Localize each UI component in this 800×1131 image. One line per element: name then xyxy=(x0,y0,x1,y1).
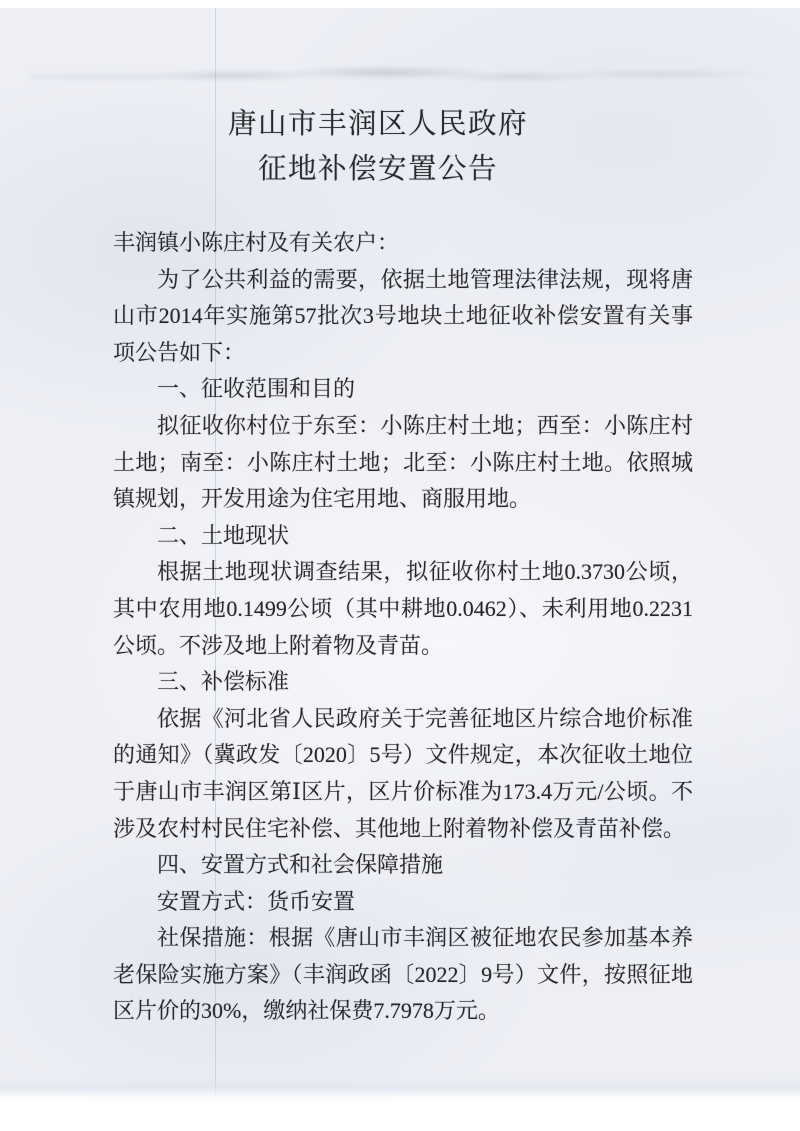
paragraph: 拟征收你村位于东至：小陈庄村土地；西至：小陈庄村土地；南至：小陈庄村土地；北至：小陈庄村土地。依照城镇规划，开发用途为住宅用地、商服用地。 xyxy=(113,412,693,512)
scan-smudge-artifact xyxy=(30,60,770,88)
paragraph: 四、安置方式和社会保障措施 xyxy=(157,852,444,878)
paragraph: 依据《河北省人民政府关于完善征地区片综合地价标准的通知》（冀政发〔2020〕5号）文件规定，本次征收土地位于唐山市丰润区第Ⅰ区片，区片价标准为173.4万元/公顷。不涉及农村村民住宅补偿、其他地上附着物补偿及青苗补偿。 xyxy=(113,705,693,841)
paragraph: 丰润镇小陈庄村及有关农户： xyxy=(113,230,400,255)
paragraph: 一、征收范围和目的 xyxy=(157,376,356,402)
document-page xyxy=(0,8,800,1104)
paragraph: 二、土地现状 xyxy=(157,522,290,548)
paragraph: 社保措施：根据《唐山市丰润区被征地农民参加基本养老保险实施方案》（丰润政函〔2022〕9号）文件，按照征地区片价的30%，缴纳社保费7.7978万元。 xyxy=(113,925,693,1024)
document-body xyxy=(113,225,693,1030)
title-line-1: 唐山市丰润区人民政府 xyxy=(227,109,528,140)
document-title xyxy=(0,102,756,192)
paragraph: 为了公共利益的需要，依据土地管理法律法规，现将唐山市2014年实施第57批次3号地块土地征收补偿安置有关事项公告如下： xyxy=(113,266,693,365)
paragraph: 根据土地现状调查结果，拟征收你村土地0.3730公顷，其中农用地0.1499公顷（其中耕地0.0462）、未利用地0.2231公顷。不涉及地上附着物及青苗。 xyxy=(113,559,693,658)
title-line-2: 征地补偿安置公告 xyxy=(257,154,498,185)
paragraph: 安置方式：货币安置 xyxy=(157,888,356,914)
paragraph: 三、补偿标准 xyxy=(157,669,290,695)
